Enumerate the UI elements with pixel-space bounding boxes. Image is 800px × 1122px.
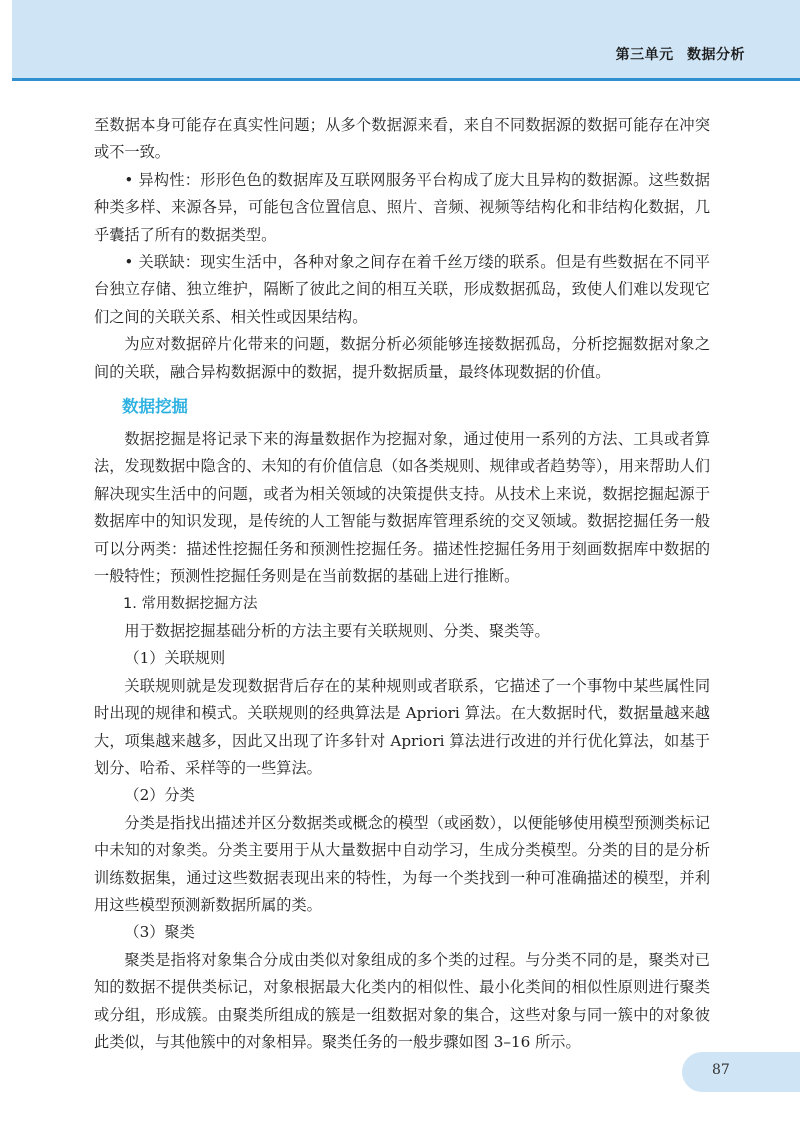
item-heading-classification: （2）分类 (124, 786, 195, 805)
header-rule (12, 78, 800, 81)
paragraph: 至数据本身可能存在真实性问题；从多个数据源来看，来自不同数据源的数据可能存在冲突或不一致。 (94, 116, 710, 162)
item-heading-clustering: （3）聚类 (124, 923, 195, 942)
item-heading-association-rules: （1）关联规则 (124, 649, 226, 668)
bullet-heterogeneity: • 异构性：形形色色的数据库及互联网服务平台构成了庞大且异构的数据源。这些数据种类多样、来源各异，可能包含位置信息、照片、音频、视频等结构化和非结构化数据，几乎囊括了所有的数据类型。 (94, 170, 710, 244)
header-band (12, 0, 800, 78)
page-number-tab (682, 1052, 800, 1092)
paragraph: 为应对数据碎片化带来的问题，数据分析必须能够连接数据孤岛，分析挖掘数据对象之间的关联，融合异构数据源中的数据，提升数据质量，最终体现数据的价值。 (94, 335, 710, 381)
page-body (94, 112, 710, 1056)
paragraph: 关联规则就是发现数据背后存在的某种规则或者联系，它描述了一个事物中某些属性同时出现的规律和模式。关联规则的经典算法是 Apriori 算法。在大数据时代，数据量越来越大，项集越来越多，因此又出现了许多针对 Apriori 算法进行改进的并行优化算法，如基于划分、哈希、采样等的一些算法。 (94, 676, 710, 777)
paragraph: 聚类是指将对象集合分成由类似对象组成的多个类的过程。与分类不同的是，聚类对已知的数据不提供类标记，对象根据最大化类内的相似性、最小化类间的相似性原则进行聚类或分组，形成簇。由聚类所组成的簇是一组数据对象的集合，这些对象与同一簇中的对象彼此类似，与其他簇中的对象相异。聚类任务的一般步骤如图 3–16 所示。 (94, 950, 710, 1051)
paragraph: 数据挖掘是将记录下来的海量数据作为挖掘对象，通过使用一系列的方法、工具或者算法，发现数据中隐含的、未知的有价值信息（如各类规则、规律或者趋势等），用来帮助人们解决现实生活中的问题，或者为相关领域的决策提供支持。从技术上来说，数据挖掘起源于数据库中的知识发现，是传统的人工智能与数据库管理系统的交叉领域。数据挖掘任务一般可以分两类：描述性挖掘任务和预测性挖掘任务。描述性挖掘任务用于刻画数据库中数据的一般特性；预测性挖掘任务则是在当前数据的基础上进行推断。 (94, 430, 710, 586)
page-number: 87 (712, 1062, 730, 1078)
paragraph: 分类是指找出描述并区分数据类或概念的模型（或函数），以便能够使用模型预测类标记中未知的对象类。分类主要用于从大量数据中自动学习，生成分类模型。分类的目的是分析训练数据集，通过这些数据表现出来的特性，为每一个类找到一种可准确描述的模型，并利用这些模型预测新数据所属的类。 (94, 813, 710, 914)
paragraph: 用于数据挖掘基础分析的方法主要有关联规则、分类、聚类等。 (124, 621, 550, 640)
subsection-heading: 1. 常用数据挖掘方法 (123, 595, 258, 612)
bullet-lack-of-association: • 关联缺：现实生活中，各种对象之间存在着千丝万缕的联系。但是有些数据在不同平台独立存储、独立维护，隔断了彼此之间的相互关联，形成数据孤岛，致使人们难以发现它们之间的关联关系、相关性或因果结构。 (94, 253, 710, 326)
running-header: 第三单元 数据分析 (615, 47, 745, 63)
section-heading: 数据挖掘 (122, 397, 188, 417)
